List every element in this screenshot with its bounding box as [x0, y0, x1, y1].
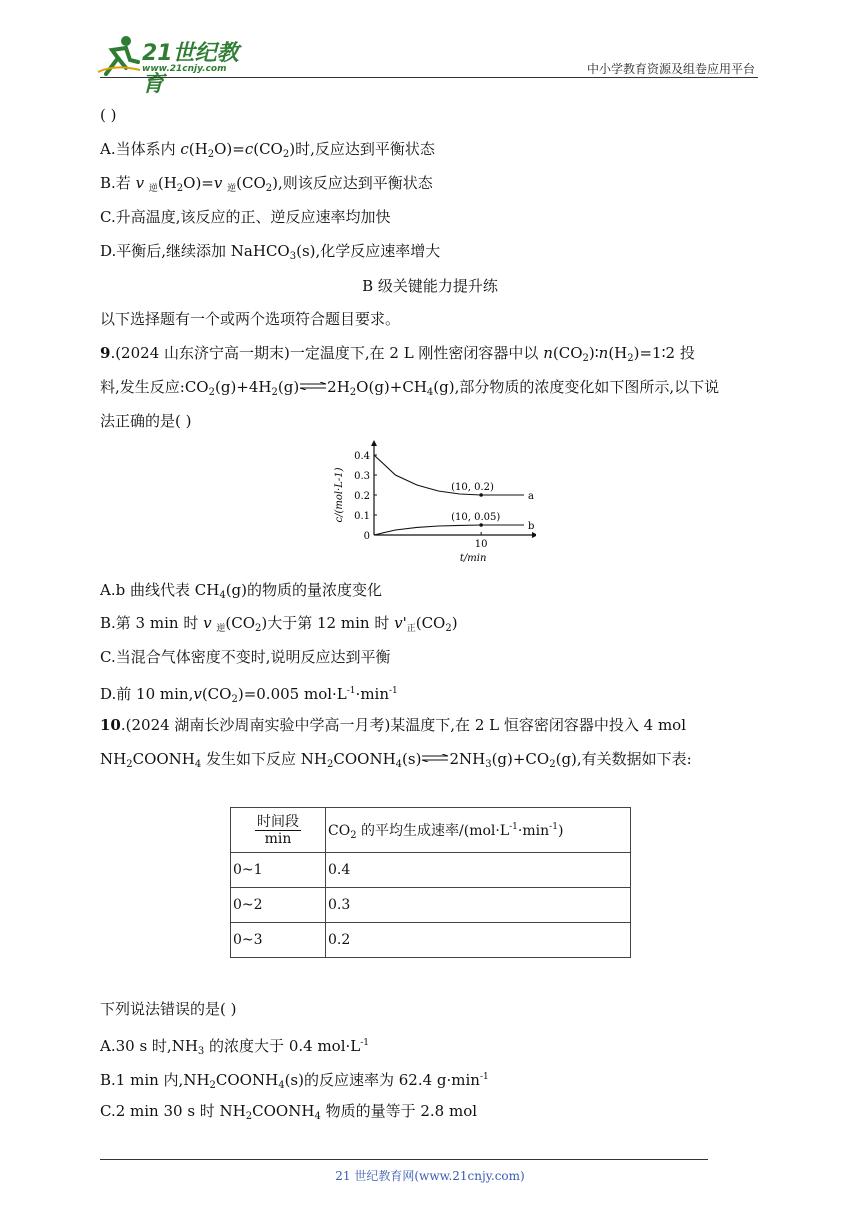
- q9-option-b: B.第 3 min 时 v $_逆(CO_2)$大于第 12 min 时 $v'_正(CO_2)$: [100, 614, 458, 634]
- q9-option-c: C.当混合气体密度不变时,说明反应达到平衡: [100, 648, 391, 666]
- table-cell: 0.2: [326, 923, 631, 958]
- y-axis-label: c/(mol·L-1): [334, 467, 345, 523]
- table-cell: 0~3: [231, 923, 326, 958]
- table-cell: 0.4: [326, 853, 631, 888]
- q10-prompt: 下列说法错误的是( ): [100, 1000, 237, 1018]
- q10-line-1: 10.(2024 湖南长沙周南实验中学高一月考)某温度下,在 2 L 恒容密闭容器中投入 4 mol: [100, 716, 687, 734]
- q8-option-c: C.升高温度,该反应的正、逆反应速率均加快: [100, 208, 391, 226]
- q9-line-3: 法正确的是( ): [100, 412, 192, 430]
- table-header-rate: $CO_2$ 的平均生成速率$/(mol\cdot L^{-1}\cdot\min^{-1})$: [326, 808, 631, 853]
- header-divider: [100, 77, 758, 78]
- q8-option-b: B.若 v $_逆(H_2O)=v$ $_逆(CO_2)$,则该反应达到平衡状态: [100, 174, 433, 194]
- table-row: [231, 888, 631, 923]
- series-line-a: [374, 455, 524, 495]
- site-logo: [96, 34, 256, 97]
- y-axis-arrow-icon: [371, 440, 377, 446]
- table-row: [231, 853, 631, 888]
- logo-text: 21世纪教育: [142, 41, 239, 97]
- x-axis-label: t/min: [459, 553, 487, 564]
- equilibrium-arrow-icon: [421, 754, 449, 762]
- y-tick-label: 0: [363, 531, 370, 542]
- logo-url: www.21cnjy.com: [142, 64, 227, 74]
- series-label-a: a: [528, 491, 534, 502]
- q9-line-1: 9.(2024 山东济宁高一期末)一定温度下,在 2 L 刚性密闭容器中以 $n(CO_2)∶n(H_2)=1∶2$ 投: [100, 344, 695, 364]
- y-tick-label: 0.4: [354, 451, 370, 462]
- equilibrium-arrow-icon: [299, 382, 327, 390]
- q8-bracket: ( ): [100, 106, 117, 124]
- q10-option-a: A.30 s 时$,NH_3$ 的浓度大于 0.4 $mol\cdot L^{-1}$: [100, 1037, 370, 1057]
- q10-line-2: $NH_2COONH_4$ 发生如下反应 $NH_2COONH_4(s)$ $2NH_3(g)+CO_2(g)$,有关数据如下表:: [100, 750, 692, 770]
- footer-divider: [100, 1159, 708, 1160]
- y-tick-label: 0.2: [354, 491, 370, 502]
- table-header-time: $\frac{\text{时间段}}{\min}$: [231, 808, 326, 853]
- point-annotation: (10, 0.2): [451, 482, 494, 493]
- table-header-row: [231, 808, 631, 853]
- q8-option-d: D.平衡后,继续添加 NaHCO$_3$(s),化学反应速率增大: [100, 242, 441, 262]
- data-point: [479, 493, 483, 497]
- y-tick-label: 0.3: [354, 471, 370, 482]
- series-label-b: b: [528, 521, 535, 532]
- y-tick-label: 0.1: [354, 511, 370, 522]
- instruction-text: 以下选择题有一个或两个选项符合题目要求。: [100, 310, 401, 328]
- table-cell: 0~1: [231, 853, 326, 888]
- x-tick-label: 10: [474, 539, 488, 550]
- q9-option-a: A.b 曲线代表 $CH_4(g)$的物质的量浓度变化: [100, 581, 382, 601]
- series-line-b: [374, 525, 524, 535]
- data-point: [479, 523, 483, 527]
- table-cell: 0~2: [231, 888, 326, 923]
- q9-option-d: D.前 10 $\min,v(CO_2)=0.005$ $mol\cdot L^{-1}\cdot\min^{-1}$: [100, 685, 398, 705]
- rate-table: [230, 807, 631, 958]
- q10-option-c: C.2 min 30 s 时 $NH_2COONH_4$ 物质的量等于 2.8 mol: [100, 1102, 478, 1122]
- footer-text: 21 世纪教育网(www.21cnjy.com): [335, 1169, 525, 1183]
- table-row: [231, 923, 631, 958]
- q8-option-a: A.当体系内 $c(H_2O)=c(CO_2)$时,反应达到平衡状态: [100, 140, 435, 160]
- x-axis-arrow-icon: [532, 532, 536, 538]
- point-annotation: (10, 0.05): [451, 512, 501, 523]
- q9-line-2: 料,发生反应$:CO_2(g)+4H_2(g)$ $2H_2O(g)+CH_4(g)$,部分物质的浓度变化如下图所示,以下说: [100, 378, 720, 398]
- q10-option-b: B.1 min 内$,NH_2COONH_4(s)$的反应速率为 62.4 $g\cdot\min^{-1}$: [100, 1071, 489, 1091]
- section-title: B 级关键能力提升练: [362, 277, 498, 295]
- runner-icon: [96, 34, 142, 76]
- table-cell: 0.3: [326, 888, 631, 923]
- header-platform-text: 中小学教育资源及组卷应用平台: [586, 62, 755, 76]
- concentration-chart: [326, 440, 536, 566]
